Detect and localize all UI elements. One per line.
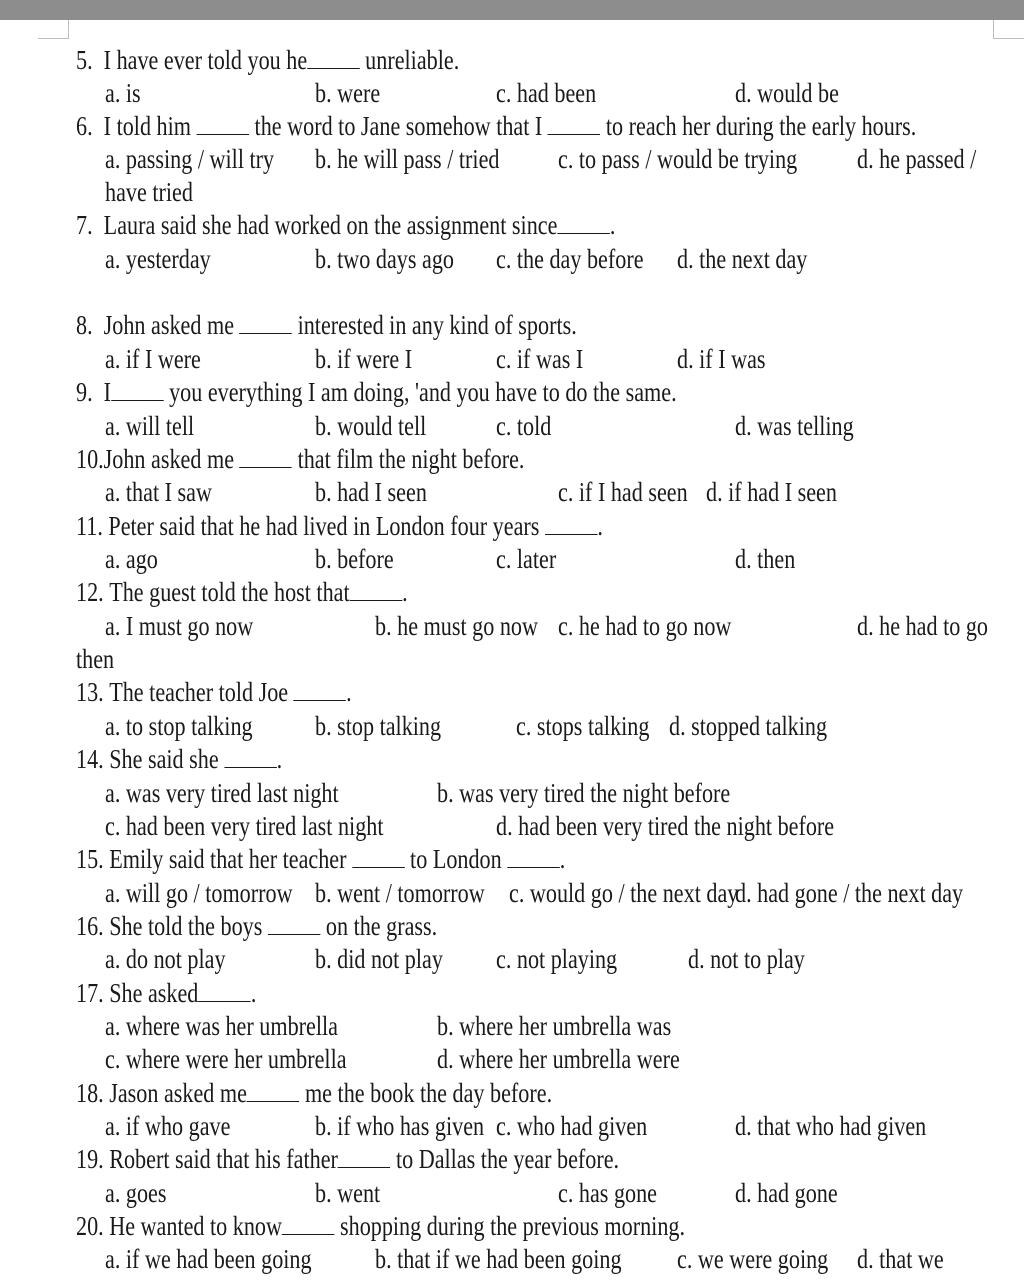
answer-blank (240, 445, 292, 468)
question-13: 13. The teacher told Joe . (76, 677, 352, 707)
answer-blank (338, 1145, 390, 1168)
option-b: b. stop talking (315, 711, 442, 741)
question-17: 17. She asked . (76, 978, 257, 1008)
option-d: d. he had to go (857, 611, 988, 641)
option-d: d. had gone / the next day (735, 878, 964, 908)
option-a: a. is (105, 78, 141, 108)
answer-blank (352, 845, 404, 868)
question-9: 9. I you everything I am doing, 'and you have to do the same. (76, 377, 677, 407)
question-14: 14. She said she . (76, 744, 283, 774)
option-c: c. the day before (496, 244, 644, 274)
answer-blank (247, 1079, 299, 1102)
option-b: b. that if we had been going (375, 1244, 622, 1274)
option-b: b. did not play (315, 944, 443, 974)
option-a: a. will tell (105, 411, 195, 441)
answer-blank (224, 745, 276, 768)
option-c: c. later (496, 544, 557, 574)
question-11: 11. Peter said that he had lived in London four years . (76, 511, 603, 541)
option-d: d. was telling (735, 411, 854, 441)
option-d: d. stopped talking (669, 711, 828, 741)
option-a: a. goes (105, 1178, 167, 1208)
option-a: a. if we had been going (105, 1244, 312, 1274)
option-c: c. where were her umbrella (105, 1044, 347, 1074)
option-d: d. that who had given (735, 1111, 927, 1141)
option-b: b. was very tired the night before (437, 778, 731, 808)
option-d: d. had been very tired the night before (496, 811, 835, 841)
answer-blank (557, 211, 609, 234)
option-a: a. do not play (105, 944, 226, 974)
option-c: c. has gone (558, 1178, 657, 1208)
option-c: c. told (496, 411, 552, 441)
option-a: a. if who gave (105, 1111, 231, 1141)
option-d: d. that we (857, 1244, 944, 1274)
option-b: b. before (315, 544, 394, 574)
option-c: c. had been very tired last night (105, 811, 384, 841)
option-d: d. he passed / (857, 144, 977, 174)
question-12: 12. The guest told the host that . (76, 577, 408, 607)
option-c: c. had been (496, 78, 597, 108)
option-b: b. were (315, 78, 381, 108)
option-b: b. where her umbrella was (437, 1011, 672, 1041)
question-16: 16. She told the boys on the grass. (76, 911, 438, 941)
answer-blank (197, 112, 249, 135)
answer-blank (548, 112, 600, 135)
option-d: d. if had I seen (706, 477, 837, 507)
option-a: a. ago (105, 544, 158, 574)
option-b: b. went (315, 1178, 381, 1208)
option-d: d. would be (735, 78, 839, 108)
option-d: d. not to play (688, 944, 805, 974)
option-c: c. we were going (677, 1244, 829, 1274)
question-6: 6. I told him the word to Jane somehow that I to reach her during the early hours. (76, 111, 917, 141)
answer-blank (111, 378, 163, 401)
option-b: b. two days ago (315, 244, 454, 274)
option-a: a. if I were (105, 344, 201, 374)
option-a: a. to stop talking (105, 711, 253, 741)
option-d: d. if I was (677, 344, 766, 374)
option-d: d. where her umbrella were (437, 1044, 680, 1074)
option-c: c. who had given (496, 1111, 648, 1141)
option-b: b. went / tomorrow (315, 878, 485, 908)
question-10: 10.John asked me that film the night before. (76, 444, 525, 474)
option-d: d. then (735, 544, 796, 574)
option-b: b. if who has given (315, 1111, 485, 1141)
option-a: a. that I saw (105, 477, 212, 507)
question-19: 19. Robert said that his father to Dallas the year before. (76, 1144, 620, 1174)
question-18: 18. Jason asked me me the book the day before. (76, 1078, 553, 1108)
answer-blank (198, 979, 250, 1002)
question-5: 5. I have ever told you he unreliable. (76, 45, 460, 75)
option-d: d. had gone (735, 1178, 838, 1208)
option-a: a. was very tired last night (105, 778, 339, 808)
option-c: c. he had to go now (558, 611, 732, 641)
option-b: b. would tell (315, 411, 427, 441)
option-a: a. where was her umbrella (105, 1011, 338, 1041)
option-d: d. the next day (677, 244, 808, 274)
option-a: a. yesterday (105, 244, 211, 274)
answer-blank (307, 46, 359, 69)
option-d-continuation: have tried (105, 177, 193, 207)
question-20: 20. He wanted to know shopping during the previous morning. (76, 1211, 685, 1241)
answer-blank (240, 311, 292, 334)
option-c: c. if was I (496, 344, 584, 374)
option-b: b. if were I (315, 344, 413, 374)
answer-blank (282, 1212, 334, 1235)
option-c: c. would go / the next day (509, 878, 739, 908)
answer-blank (294, 678, 346, 701)
question-7: 7. Laura said she had worked on the assignment since . (76, 210, 616, 240)
answer-blank (350, 578, 402, 601)
option-b: b. had I seen (315, 477, 427, 507)
option-b: b. he must go now (375, 611, 538, 641)
answer-blank (268, 912, 320, 935)
option-b: b. he will pass / tried (315, 144, 500, 174)
option-d-continuation: then (76, 644, 115, 674)
option-a: a. passing / will try (105, 144, 275, 174)
question-8: 8. John asked me interested in any kind of sports. (76, 310, 577, 340)
answer-blank (545, 512, 597, 535)
option-c: c. stops talking (516, 711, 650, 741)
option-a: a. I must go now (105, 611, 254, 641)
option-c: c. not playing (496, 944, 618, 974)
option-c: c. if I had seen (558, 477, 688, 507)
option-c: c. to pass / would be trying (558, 144, 798, 174)
option-a: a. will go / tomorrow (105, 878, 293, 908)
answer-blank (507, 845, 559, 868)
question-15: 15. Emily said that her teacher to London . (76, 844, 566, 874)
